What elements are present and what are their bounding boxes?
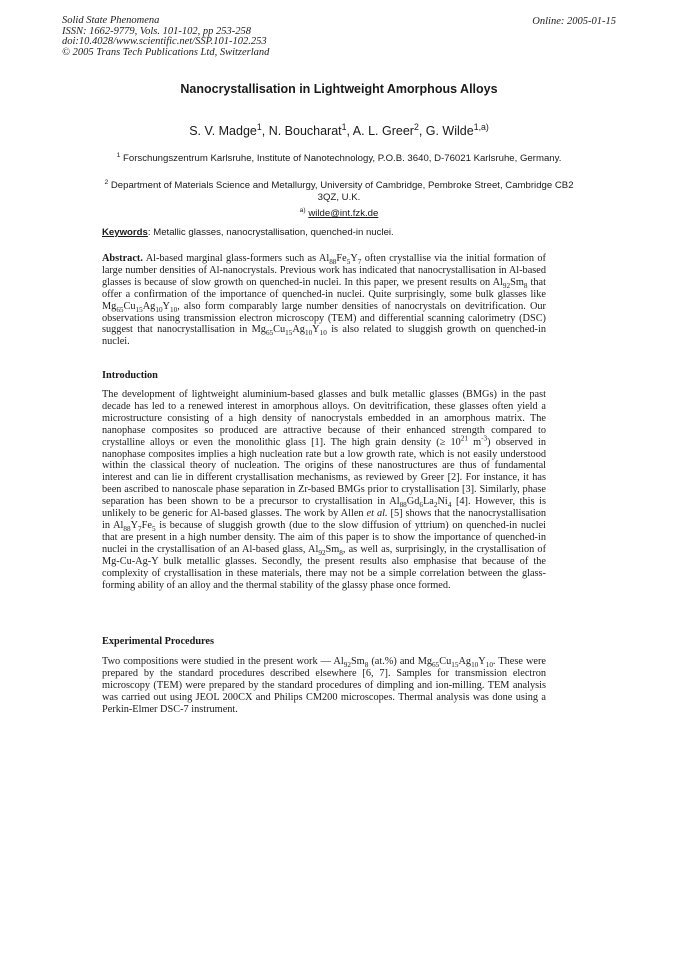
- section-heading-introduction: Introduction: [102, 370, 158, 381]
- abstract: [102, 253, 546, 348]
- author-list: S. V. Madge$^1$, N. Boucharat$^1$, A. L. Greer$^2$, G. Wilde$^{1,a)}$: [189, 121, 489, 138]
- contact-email: $^{a)}$ wilde@int.fzk.de: [299, 206, 379, 219]
- copyright-line: © 2005 Trans Tech Publications Ltd, Switzerland: [62, 46, 270, 58]
- keywords: Keywords: Metallic glasses, nanocrystallisation, quenched-in nuclei.: [102, 227, 394, 238]
- author: G. Wilde$^{1,a)}$: [425, 121, 489, 138]
- affiliation-2: $^2$ Department of Materials Science and Metallurgy, University of Cambridge, Pembroke Street, Cambridge CB2 3QZ, U.K.: [104, 178, 574, 204]
- journal-header: [62, 16, 269, 58]
- doi-line[interactable]: doi:10.4028/www.scientific.net/SSP.101-102.253: [62, 36, 267, 48]
- author: S. V. Madge$^1$: [189, 121, 262, 138]
- section-heading-experimental: Experimental Procedures: [102, 636, 215, 647]
- author: N. Boucharat$^1$: [268, 121, 347, 138]
- paper-title: Nanocrystallisation in Lightweight Amorphous Alloys: [180, 82, 498, 96]
- affiliation-1: $^1$ Forschungszentrum Karlsruhe, Institute of Nanotechnology, P.O.B. 3640, D-76021 Karlsruhe, Germany.: [116, 151, 562, 164]
- journal-name: Solid State Phenomena: [62, 15, 160, 26]
- abstract-label: Abstract.: [102, 253, 143, 264]
- introduction-text: The development of lightweight aluminium-based glasses and bulk metallic glasses (BMGs) in the past decade has led to a renewed interest in amorphous alloys. On devitrification, these glasses often yield a microstructure consisting of a high density of nanocrystals embedded in an amorphous matrix. The nanophase composites so produced are attractive because of their enhanced strength compared to crystalline alloys or even the monolithic glass [1]. The high grain density (≥ $10^{21}$ $m^{-3}$) observed in nanophase composites implies a high nucleation rate but a low growth rate, which is not easily understood within the classical theory of nucleation. The origins of these nanostructures are thus of fundamental interest and can lie in different crystallisation mechanisms, as reviewed by Greer [2]. For instance, it has been ascribed to nanoscale phase separation in Zr-based BMGs prior to crystallisation [3]. Similarly, phase separation has been shown to be a precursor to crystallisation in $Al_{88}Gd_6La_2Ni_4$ [4]. However, this is unlikely to be generic for Al-based glasses. The work by Allen et al. [5] shows that the nanocrystallisation in $Al_{88}Y_7Fe_5$ is because of sluggish growth (due to the slow diffusion of yttrium) on quenched-in nuclei that are present in a high number density. The aim of this paper is to show the importance of quenched-in nuclei in the crystallisation of an Al-based glass, $Al_{92}Sm_8$, as well as, surprisingly, in the crystallisation of Mg-Cu-Ag-Y bulk metallic glasses. Secondly, the present results also emphasise that because of the complexity of crystallisation in these materials, there may not be a simple correlation between the glass-forming ability of an alloy and the thermal stability of the glassy phase once formed.: [102, 389, 546, 591]
- author: A. L. Greer$^2$: [352, 121, 419, 138]
- issn-line: ISSN: 1662-9779, Vols. 101-102, pp 253-258: [62, 25, 251, 37]
- abstract-text: Al-based marginal glass-formers such as $Al_{88}Fe_5Y_7$ often crystallise via the initial formation of large number densities of Al-nanocrystals. Previous work has indicated that nanocrystallisation in Al-based glasses is because of slow growth on quenched-in nuclei. In this paper, we present results on $Al_{92}Sm_8$ that offer a confirmation of the importance of quenched-in nuclei. Quite surprisingly, some bulk glasses like $Mg_{65}Cu_{15}Ag_{10}Y_{10}$, also form comparably large number densities of nanocrystals on devitrification. Our observations using transmission electron microscopy (TEM) and differential scanning calorimetry (DSC) suggest that nanocrystallisation in $Mg_{65}Cu_{15}Ag_{10}Y_{10}$ is also related to sluggish growth on quenched-in nuclei.: [102, 253, 546, 348]
- online-date: Online: 2005-01-15: [532, 16, 616, 27]
- keywords-text: Metallic glasses, nanocrystallisation, quenched-in nuclei.: [153, 227, 394, 238]
- keywords-label: Keywords: [102, 227, 148, 238]
- experimental-text: Two compositions were studied in the present work — $Al_{92}Sm_8$ (at.%) and $Mg_{65}Cu_{15}Ag_{10}Y_{10}$. These were prepared by the standard procedures described elsewhere [6, 7]. Samples for transmission electron microscopy (TEM) were prepared by the standard procedures of dimpling and ion-milling. TEM analysis was carried out using JEOL 200CX and Philips CM200 microscopes. Thermal analysis was done using a Perkin-Elmer DSC-7 instrument.: [102, 656, 546, 715]
- email-link[interactable]: wilde@int.fzk.de: [308, 208, 379, 219]
